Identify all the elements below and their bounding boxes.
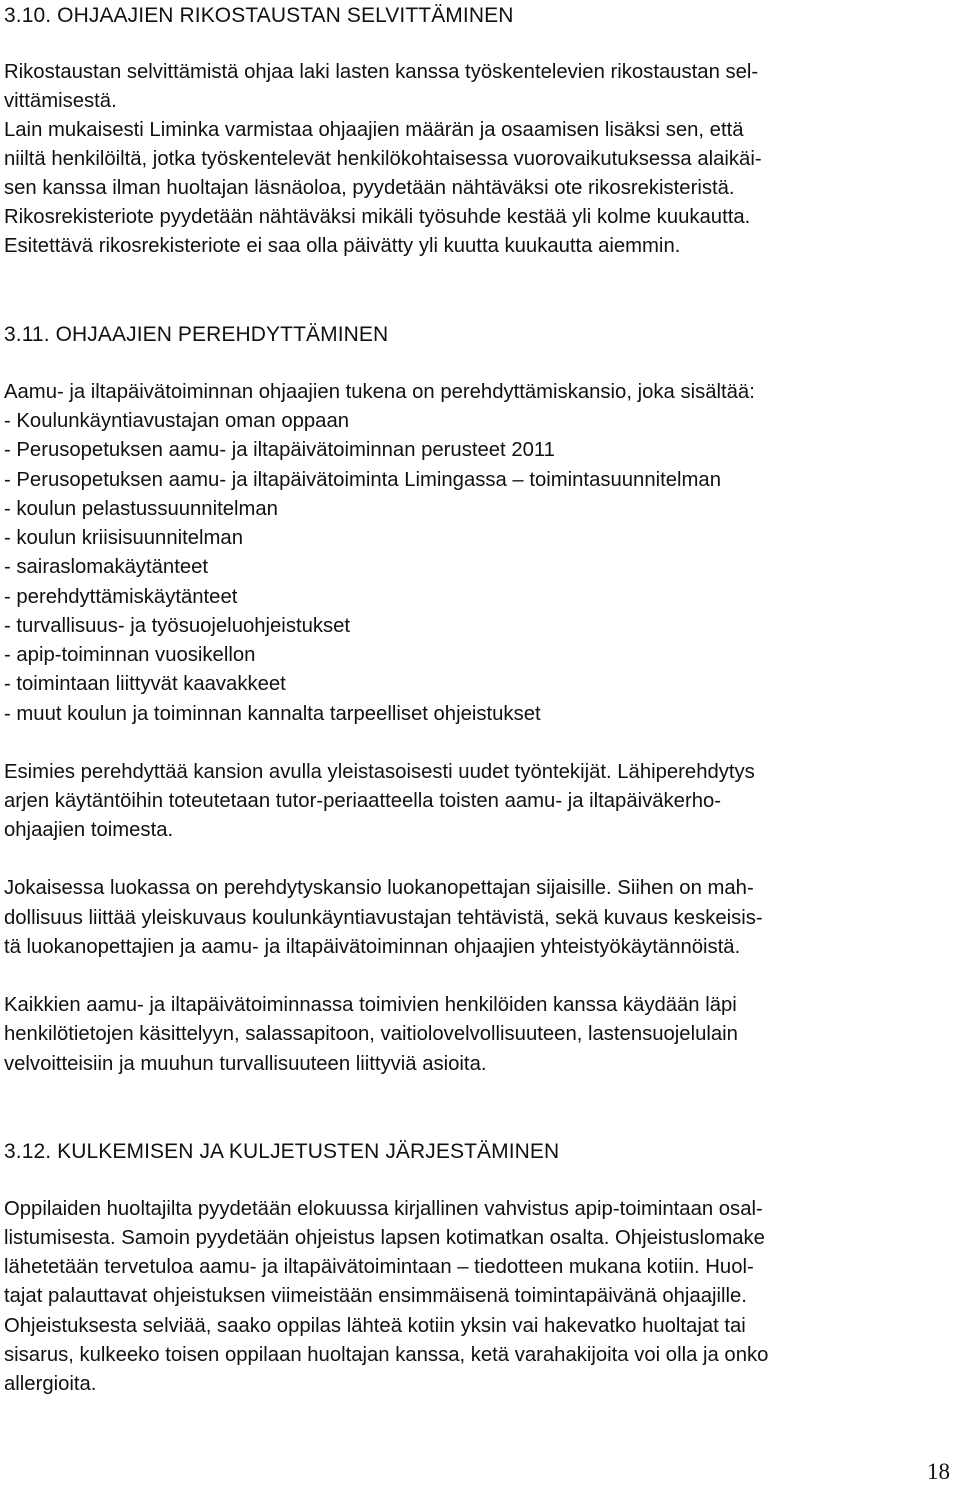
- paragraph-line: listumisesta. Samoin pyydetään ohjeistus lapsen kotimatkan osalta. Ohjeistuslomake: [4, 1227, 765, 1249]
- paragraph-line: Esimies perehdyttää kansion avulla yleistasoisesti uudet työntekijät. Lähiperehdytys: [4, 761, 755, 783]
- list-item: - koulun pelastussuunnitelman: [4, 498, 278, 520]
- paragraph-line: Jokaisessa luokassa on perehdytyskansio luokanopettajan sijaisille. Siihen on mah-: [4, 877, 754, 899]
- section-heading-3-11: 3.11. OHJAAJIEN PEREHDYTTÄMINEN: [4, 323, 389, 346]
- list-item: - Koulunkäyntiavustajan oman oppaan: [4, 410, 350, 432]
- paragraph-line: sisarus, kulkeeko toisen oppilaan huoltajan kanssa, ketä varahakijoita voi olla ja onko: [4, 1344, 769, 1366]
- paragraph-line: lähetetään tervetuloa aamu- ja iltapäivätoimintaan – tiedotteen mukana kotiin. Huol-: [4, 1256, 754, 1278]
- paragraph-line: Rikosrekisteriote pyydetään nähtäväksi mikäli työsuhde kestää yli kolme kuukautta.: [4, 206, 751, 228]
- paragraph-line: Ohjeistuksesta selviää, saako oppilas lähteä kotiin yksin vai hakevatko huoltajat tai: [4, 1315, 746, 1337]
- paragraph-line: Oppilaiden huoltajilta pyydetään elokuussa kirjallinen vahvistus apip-toimintaan osal-: [4, 1198, 763, 1220]
- page-number: 18: [927, 1459, 950, 1484]
- list-item: - toimintaan liittyvät kaavakkeet: [4, 673, 286, 695]
- section-heading-3-10: 3.10. OHJAAJIEN RIKOSTAUSTAN SELVITTÄMINEN: [4, 4, 514, 27]
- paragraph-line: sen kanssa ilman huoltajan läsnäoloa, pyydetään nähtäväksi ote rikosrekisteristä.: [4, 177, 735, 199]
- paragraph-line: vittämisestä.: [4, 90, 117, 112]
- paragraph-line: ohjaajien toimesta.: [4, 819, 174, 841]
- paragraph-line: velvoitteisiin ja muuhun turvallisuuteen liittyviä asioita.: [4, 1053, 487, 1075]
- list-item: - apip-toiminnan vuosikellon: [4, 644, 256, 666]
- paragraph-line: niiltä henkilöiltä, jotka työskentelevät henkilökohtaisessa vuorovaikutuksessa alaikäi-: [4, 148, 762, 170]
- paragraph-line: tä luokanopettajien ja aamu- ja iltapäivätoiminnan ohjaajien yhteistyökäytännöistä.: [4, 936, 741, 958]
- list-item: - koulun kriisisuunnitelman: [4, 527, 243, 549]
- list-item: - perehdyttämiskäytänteet: [4, 586, 238, 608]
- section-heading-3-12: 3.12. KULKEMISEN JA KULJETUSTEN JÄRJESTÄMINEN: [4, 1140, 560, 1163]
- paragraph-line: Esitettävä rikosrekisteriote ei saa olla päivätty yli kuutta kuukautta aiemmin.: [4, 235, 681, 257]
- list-item: - turvallisuus- ja työsuojeluohjeistukset: [4, 615, 351, 637]
- paragraph-line: arjen käytäntöihin toteutetaan tutor-periaatteella toisten aamu- ja iltapäiväkerho-: [4, 790, 722, 812]
- paragraph-line: Rikostaustan selvittämistä ohjaa laki lasten kanssa työskentelevien rikostaustan sel-: [4, 61, 759, 83]
- paragraph-line: dollisuus liittää yleiskuvaus koulunkäyntiavustajan tehtävistä, sekä kuvaus keskeisis-: [4, 907, 763, 929]
- paragraph-line: Kaikkien aamu- ja iltapäivätoiminnassa toimivien henkilöiden kanssa käydään läpi: [4, 994, 737, 1016]
- list-item: - sairaslomakäytänteet: [4, 556, 209, 578]
- paragraph-line: tajat palauttavat ohjeistuksen viimeistään ensimmäisenä toimintapäivänä ohjaajille.: [4, 1285, 747, 1307]
- paragraph-line: allergioita.: [4, 1373, 97, 1395]
- paragraph-line: Aamu- ja iltapäivätoiminnan ohjaajien tukena on perehdyttämiskansio, joka sisältää:: [4, 381, 755, 403]
- list-item: - Perusopetuksen aamu- ja iltapäivätoiminta Limingassa – toimintasuunnitelman: [4, 469, 721, 491]
- paragraph-line: Lain mukaisesti Liminka varmistaa ohjaajien määrän ja osaamisen lisäksi sen, että: [4, 119, 744, 141]
- paragraph-line: henkilötietojen käsittelyyn, salassapitoon, vaitiolovelvollisuuteen, lastensuojelulain: [4, 1023, 738, 1045]
- list-item: - Perusopetuksen aamu- ja iltapäivätoiminnan perusteet 2011: [4, 439, 555, 461]
- list-item: - muut koulun ja toiminnan kannalta tarpeelliset ohjeistukset: [4, 703, 541, 725]
